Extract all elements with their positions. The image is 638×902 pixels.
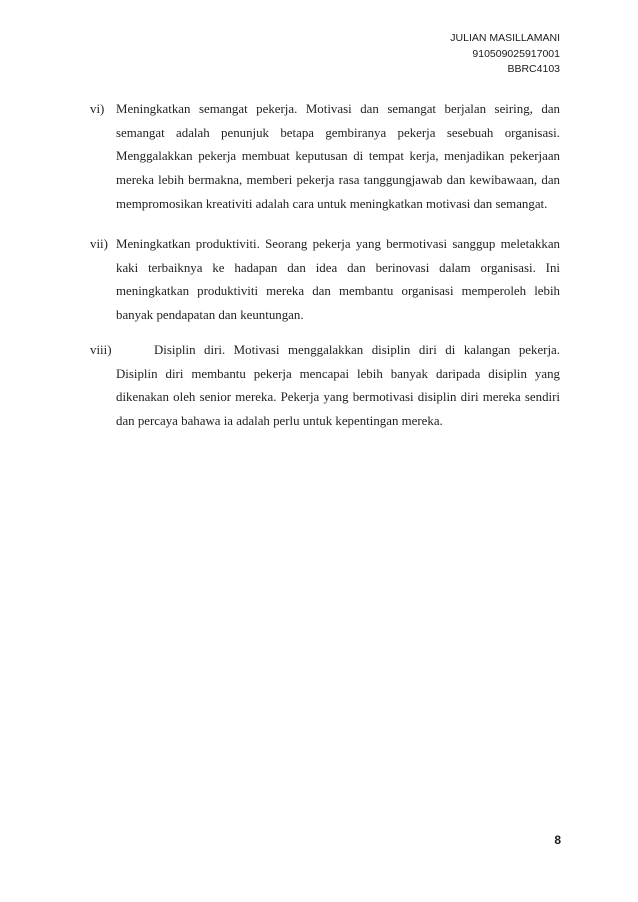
author-name: JULIAN MASILLAMANI: [450, 32, 560, 44]
author-id-number: 910509025917001: [472, 47, 560, 60]
list-marker: vi): [90, 102, 105, 116]
list-item: [78, 98, 560, 217]
list-item-text: Meningkatkan produktiviti. Seorang pekerja yang bermotivasi sanggup meletakkan kaki terbaiknya ke hadapan dan idea dan berinovasi dalam organisasi. Ini meningkatkan produktiviti mereka dan membantu organisasi memperoleh lebih banyak pendapatan dan keuntungan.: [116, 237, 560, 323]
list-marker: vii): [90, 237, 108, 251]
list-item-text: Disiplin diri. Motivasi menggalakkan disiplin diri di kalangan pekerja. Disiplin diri membantu pekerja mencapai lebih banyak daripada disiplin yang dikenakan oleh senior mereka. Pekerja yang bermotivasi disiplin diri mereka sendiri dan percaya bahawa ia adalah perlu untuk kepentingan mereka.: [116, 343, 560, 429]
list-item-text: Meningkatkan semangat pekerja. Motivasi dan semangat berjalan seiring, dan semangat adalah penunjuk betapa gembiranya pekerja sesebuah organisasi. Menggalakkan pekerja membuat keputusan di tempat kerja, menjadikan pekerjaan mereka lebih bermakna, memberi pekerja rasa tanggungjawab dan kewibawaan, dan mempromosikan kreativiti adalah cara untuk meningkatkan motivasi dan semangat.: [116, 102, 560, 211]
page-number: 8: [554, 833, 561, 847]
list-marker: viii): [90, 343, 112, 357]
page-header: [450, 31, 560, 78]
list-item: [78, 233, 560, 328]
course-code: BBRC4103: [507, 63, 560, 75]
list-item: [78, 339, 560, 434]
